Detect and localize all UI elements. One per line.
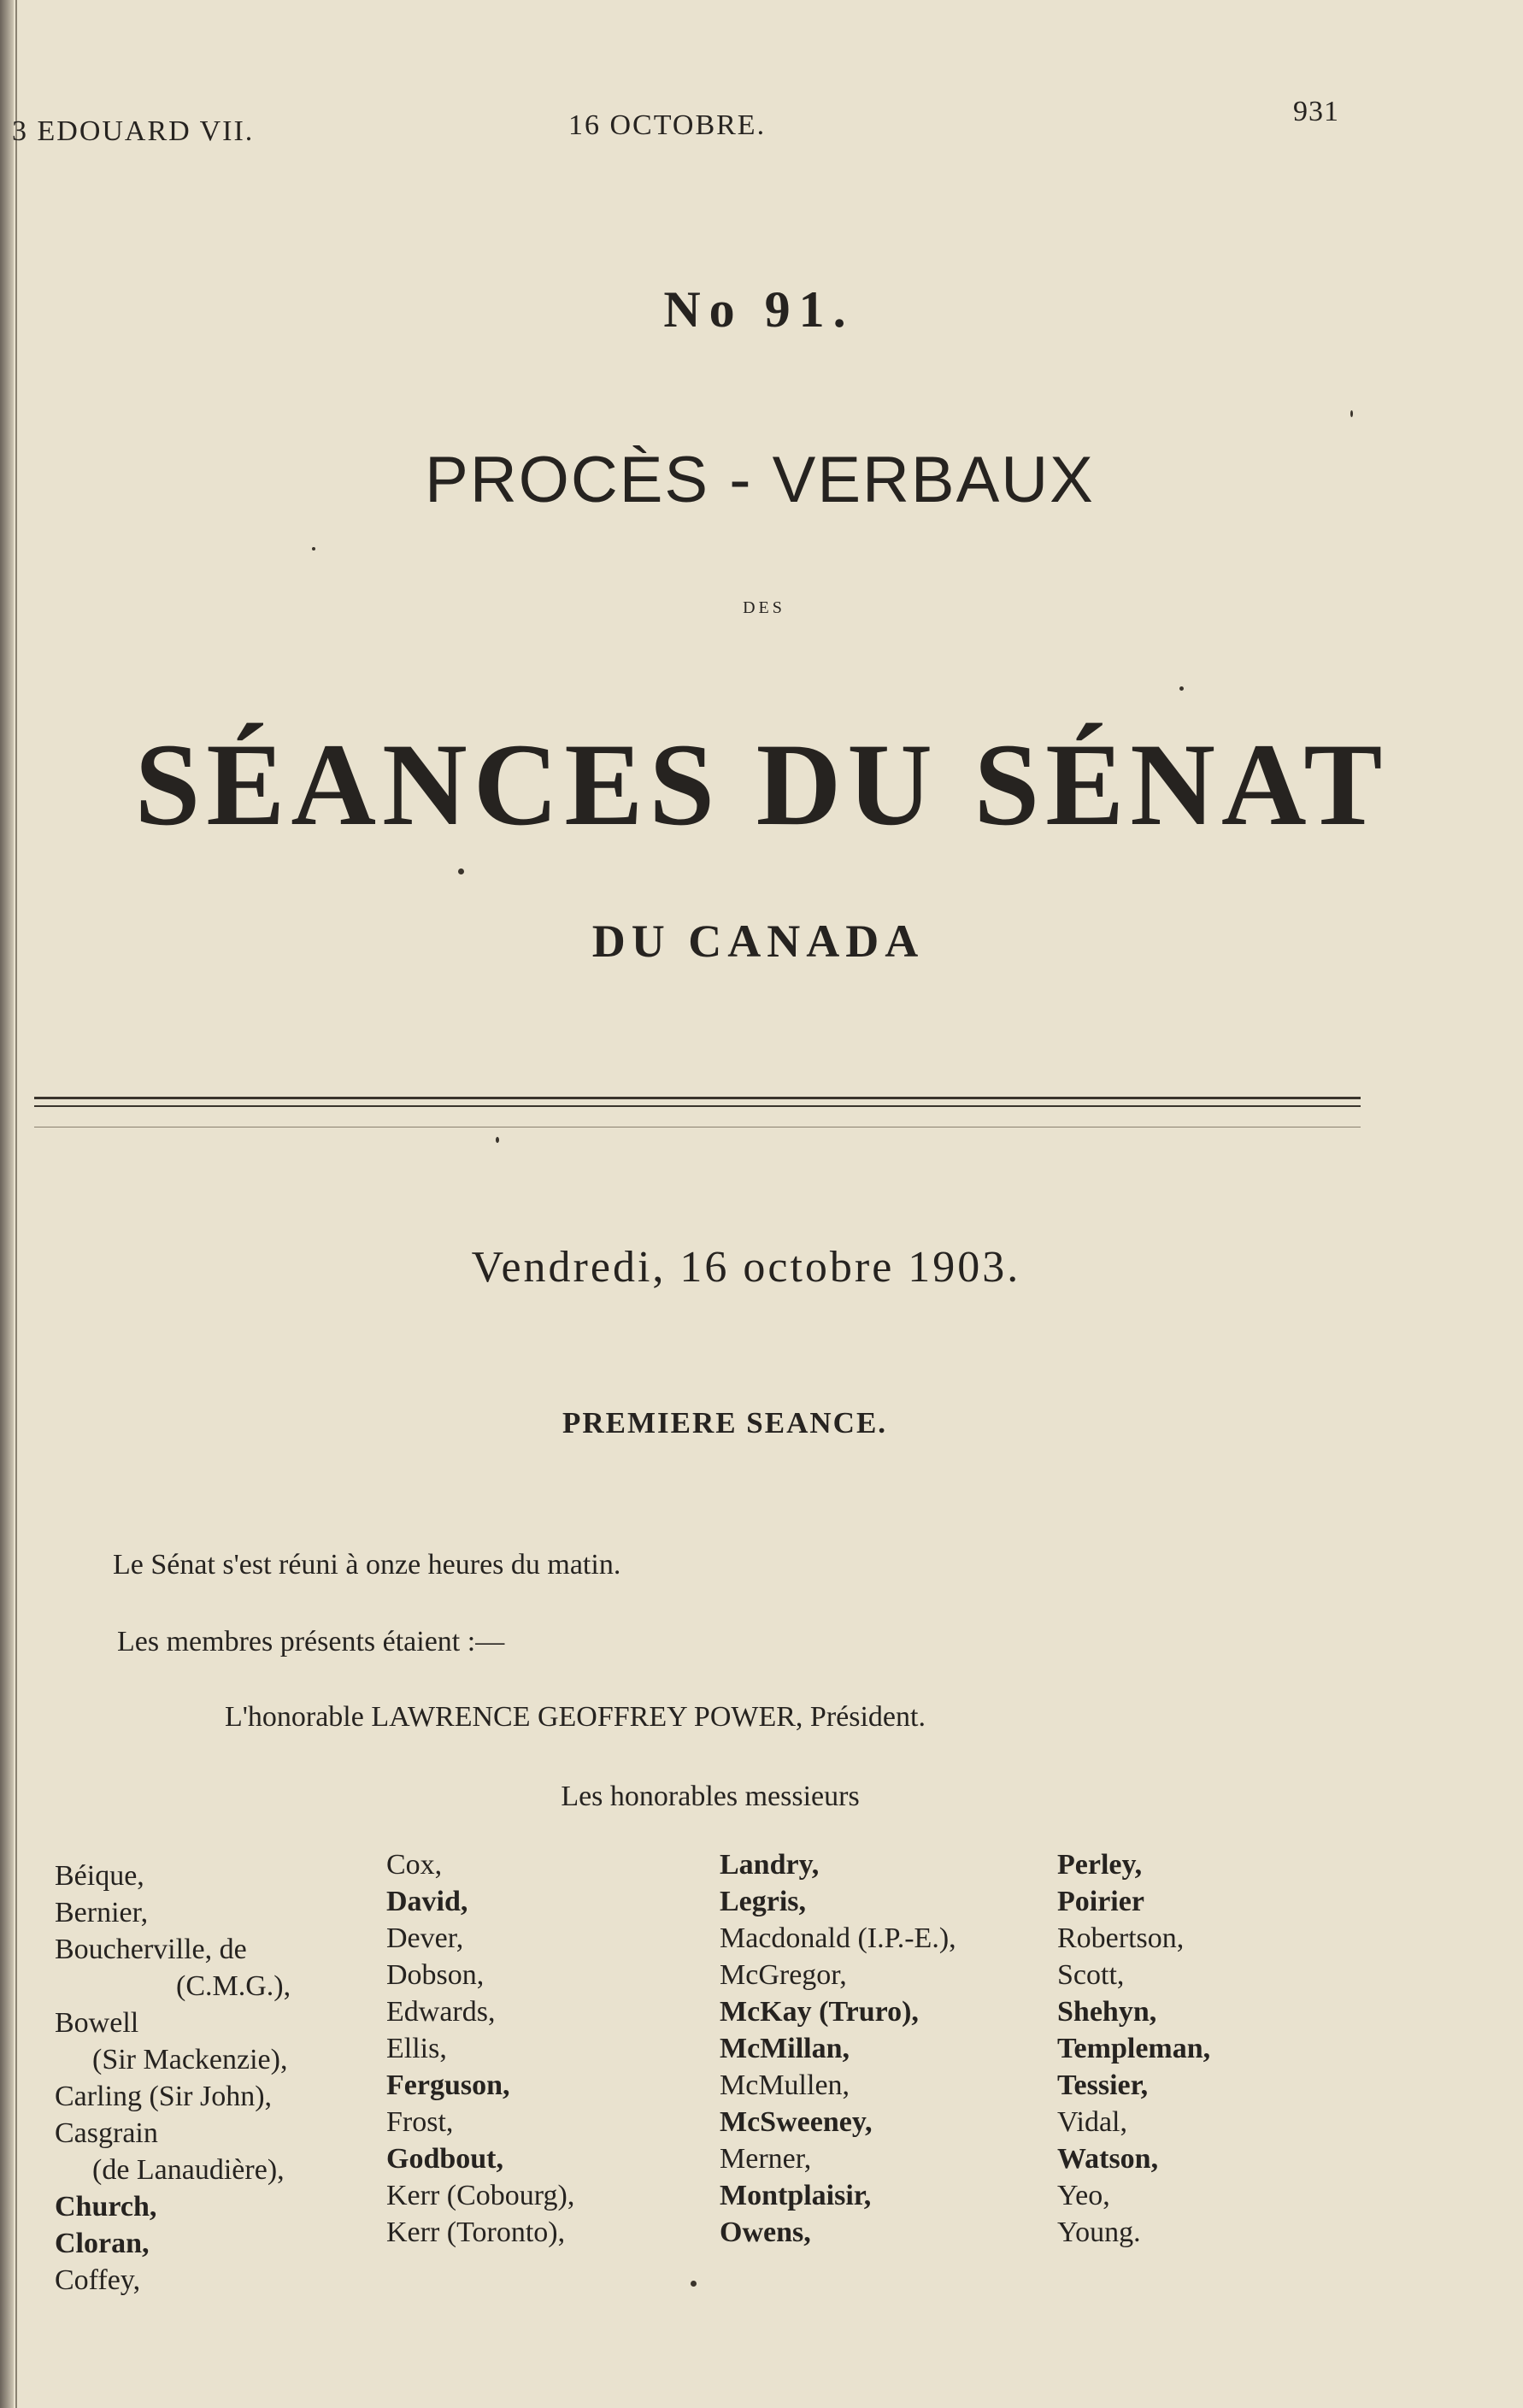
member-name: Macdonald (I.P.-E.), [720, 1922, 956, 1954]
member-name: McKay (Truro), [720, 1996, 919, 2028]
members-column-4 [1057, 1846, 1210, 2251]
session-heading: PREMIERE SEANCE. [562, 1406, 888, 1440]
member-name: Boucherville, de [55, 1934, 247, 1965]
member-name: Tessier, [1057, 2069, 1149, 2101]
member-name: Dever, [386, 1922, 464, 1954]
title-du-canada: DU CANADA [591, 916, 925, 967]
member-name: Perley, [1057, 1849, 1143, 1881]
title-rule-thick [34, 1097, 1361, 1099]
member-name: Watson, [1057, 2143, 1159, 2175]
spine-line [15, 0, 17, 2408]
member-name: Kerr (Toronto), [386, 2217, 566, 2248]
member-name: McGregor, [720, 1959, 847, 1991]
member-name: Cox, [386, 1849, 443, 1881]
member-name: Landry, [720, 1849, 820, 1881]
member-name: Robertson, [1057, 1922, 1185, 1954]
member-name: Montplaisir, [720, 2180, 872, 2211]
member-name: Bowell [55, 2007, 139, 2039]
running-header-left: 3 EDOUARD VII. [12, 115, 255, 147]
member-name: Godbout, [386, 2143, 503, 2175]
member-name: Cloran, [55, 2228, 150, 2259]
member-name: Legris, [720, 1886, 807, 1917]
title-des: DES [743, 598, 785, 617]
member-name: Owens, [720, 2217, 811, 2248]
member-name: Dobson, [386, 1959, 485, 1991]
member-name: Ferguson, [386, 2069, 510, 2101]
member-name: Frost, [386, 2106, 454, 2138]
page-number: 931 [1293, 96, 1339, 127]
member-name: Poirier [1057, 1886, 1144, 1917]
members-column-3 [720, 1846, 956, 2251]
ink-speck [1179, 686, 1184, 691]
member-name: Shehyn, [1057, 1996, 1157, 2028]
member-name-continuation: (de Lanaudière), [92, 2154, 285, 2186]
ink-speck [312, 547, 315, 550]
ink-speck [458, 868, 464, 874]
member-name: Scott, [1057, 1959, 1125, 1991]
member-name: Casgrain [55, 2117, 158, 2149]
member-name: McMullen, [720, 2069, 850, 2101]
title-seances-du-senat: SÉANCES DU SÉNAT [134, 719, 1389, 850]
book-spine-edge [0, 0, 14, 2408]
member-name: Vidal, [1057, 2106, 1127, 2138]
members-column-2 [386, 1846, 574, 2251]
title-rule-thin [34, 1105, 1361, 1107]
member-name: Edwards, [386, 1996, 496, 2028]
member-name: Templeman, [1057, 2033, 1211, 2064]
member-name: McSweeney, [720, 2106, 873, 2138]
member-name: Kerr (Cobourg), [386, 2180, 575, 2211]
member-name: McMillan, [720, 2033, 850, 2064]
member-name: Young. [1057, 2217, 1141, 2248]
member-name: Carling (Sir John), [55, 2081, 273, 2112]
member-name: Church, [55, 2191, 157, 2223]
paragraph-reuni: Le Sénat s'est réuni à onze heures du matin. [113, 1549, 621, 1581]
issue-number: No 91. [663, 281, 855, 338]
ink-speck [691, 2281, 697, 2287]
member-name-continuation: (Sir Mackenzie), [92, 2044, 288, 2075]
ink-speck [496, 1137, 499, 1143]
member-name: Yeo, [1057, 2180, 1110, 2211]
member-name: Merner, [720, 2143, 812, 2175]
paragraph-honorables: Les honorables messieurs [561, 1781, 860, 1812]
running-header-center: 16 OCTOBRE. [568, 109, 767, 141]
member-name: Bernier, [55, 1897, 149, 1928]
paragraph-president: L'honorable LAWRENCE GEOFFREY POWER, Président. [225, 1701, 926, 1733]
member-name: Ellis, [386, 2033, 447, 2064]
member-name: Coffey, [55, 2264, 141, 2296]
session-date: Vendredi, 16 octobre 1903. [471, 1243, 1021, 1292]
paragraph-membres: Les membres présents étaient :— [117, 1626, 505, 1657]
ink-speck [1350, 410, 1353, 417]
member-name-continuation: (C.M.G.), [176, 1970, 291, 2002]
member-name: Béique, [55, 1860, 144, 1892]
member-name: David, [386, 1886, 468, 1917]
members-column-1 [55, 1858, 291, 2299]
title-proces-verbaux: PROCÈS - VERBAUX [425, 444, 1095, 516]
